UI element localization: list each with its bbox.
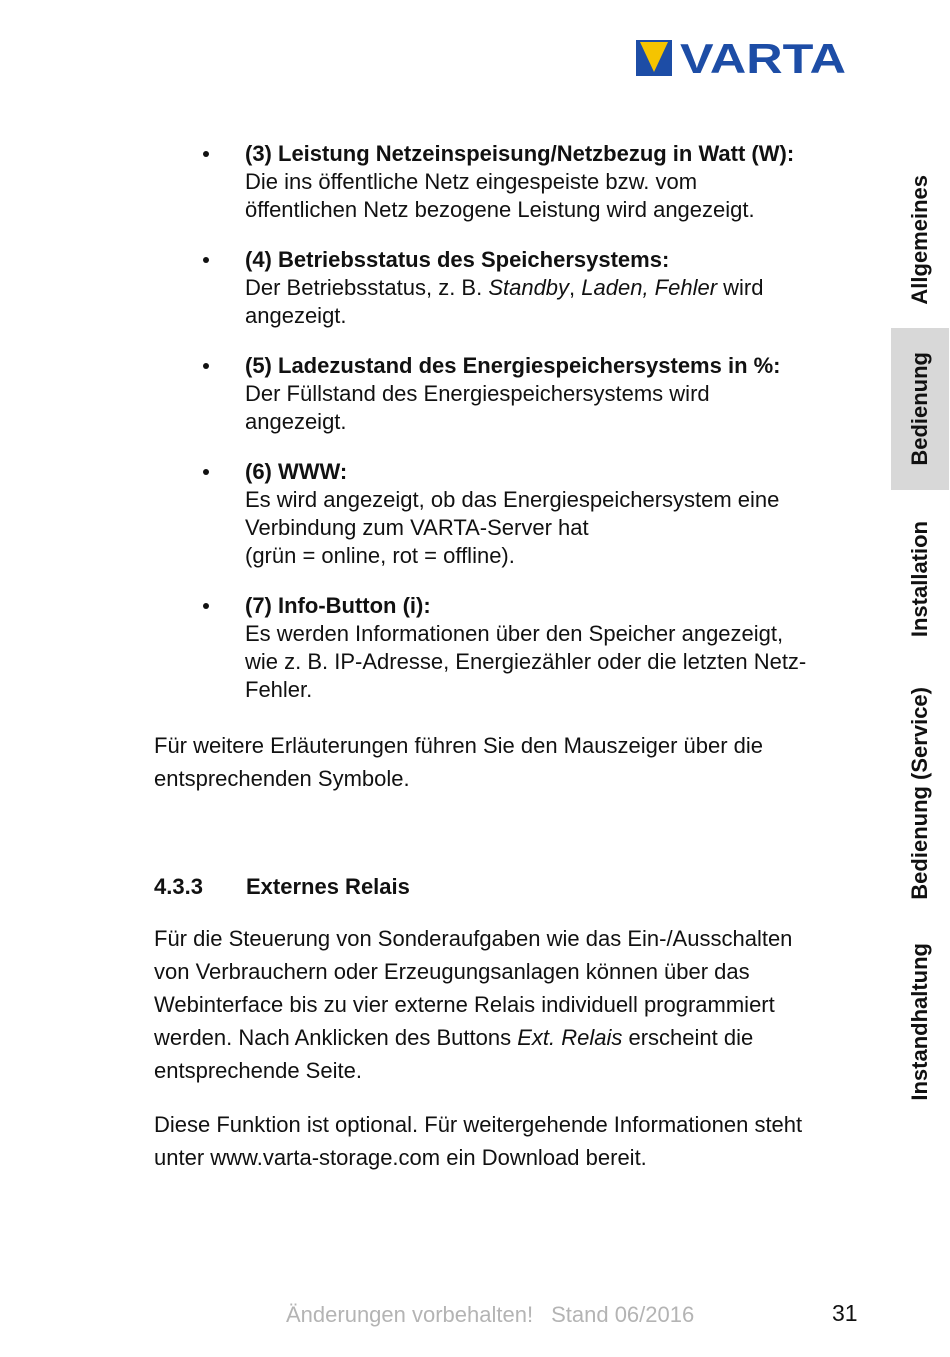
bullet-item bbox=[154, 140, 854, 224]
text-run: werden. Nach Anklicken des Buttons bbox=[154, 1025, 518, 1050]
logo-text: VARTA bbox=[680, 40, 846, 76]
bullet-item bbox=[154, 352, 854, 436]
bullet-text-line: Die ins öffentliche Netz eingespeiste bzw. vom bbox=[245, 169, 698, 194]
paragraph-line: Für weitere Erläuterungen führen Sie den Mauszeiger über die bbox=[154, 733, 764, 758]
bullet-item bbox=[154, 592, 854, 704]
status-example-standby: Standby bbox=[488, 275, 570, 300]
bullet-text-line: Es werden Informationen über den Speicher angezeigt, bbox=[245, 621, 784, 646]
bullet-text-line: Es wird angezeigt, ob das Energiespeichersystem eine bbox=[245, 487, 780, 512]
bullet-dot-icon bbox=[203, 151, 209, 157]
side-tab-label: Instandhaltung bbox=[907, 943, 932, 1101]
side-tab-bedienung[interactable] bbox=[891, 328, 949, 490]
section-number: 4.3.3 bbox=[154, 874, 203, 899]
bullet-text-line: (grün = online, rot = offline). bbox=[245, 543, 515, 568]
bullet-title: (6) WWW: bbox=[245, 459, 348, 484]
bullet-dot-icon bbox=[203, 257, 209, 263]
bullet-text-line: öffentlichen Netz bezogene Leistung wird angezeigt. bbox=[245, 197, 755, 222]
bullet-item bbox=[154, 458, 854, 570]
side-tab-instandhaltung[interactable] bbox=[891, 922, 949, 1122]
bullet-item bbox=[154, 246, 854, 330]
bullet-text-line: wie z. B. IP-Adresse, Energiezähler oder die letzten Netz- bbox=[245, 649, 807, 674]
paragraph-line: unter www.varta-storage.com ein Download bereit. bbox=[154, 1145, 647, 1170]
bullet-text-line: Verbindung zum VARTA-Server hat bbox=[245, 515, 589, 540]
footer-disclaimer: Änderungen vorbehalten! bbox=[286, 1302, 534, 1327]
footer-stand: Stand 06/2016 bbox=[551, 1302, 695, 1327]
bullet-text-line: angezeigt. bbox=[245, 409, 347, 434]
side-tab-bedienung-service[interactable] bbox=[891, 664, 949, 922]
bullet-text-line bbox=[245, 274, 854, 302]
footer-note bbox=[286, 1302, 694, 1328]
bullet-text-line: angezeigt. bbox=[245, 303, 347, 328]
bullet-title: (7) Info-Button (i): bbox=[245, 593, 431, 618]
section-heading bbox=[154, 872, 410, 902]
side-tab-label: Allgemeines bbox=[907, 175, 932, 305]
paragraph-line: von Verbrauchern oder Erzeugungsanlagen können über das bbox=[154, 959, 750, 984]
paragraph-line: Diese Funktion ist optional. Für weitergehende Informationen steht bbox=[154, 1112, 803, 1137]
optional-paragraph bbox=[154, 1108, 844, 1174]
text-run: Der Betriebsstatus, z. B. bbox=[245, 275, 489, 300]
button-name-ext-relais: Ext. Relais bbox=[517, 1025, 623, 1050]
info-bullet-list bbox=[154, 140, 854, 726]
side-tab-label: Bedienung (Service) bbox=[907, 686, 932, 900]
paragraph-line: Webinterface bis zu vier externe Relais individuell programmiert bbox=[154, 992, 775, 1017]
bullet-dot-icon bbox=[203, 469, 209, 475]
relais-paragraph bbox=[154, 922, 844, 1087]
side-tab-installation[interactable] bbox=[891, 500, 949, 658]
bullet-title: (5) Ladezustand des Energiespeichersystems in %: bbox=[245, 353, 781, 378]
paragraph-line: entsprechenden Symbole. bbox=[154, 766, 410, 791]
bullet-dot-icon bbox=[203, 363, 209, 369]
paragraph-line: Für die Steuerung von Sonderaufgaben wie das Ein-/Ausschalten bbox=[154, 926, 793, 951]
bullet-dot-icon bbox=[203, 603, 209, 609]
section-title: Externes Relais bbox=[246, 874, 410, 899]
bullet-text-line: Der Füllstand des Energiespeichersystems wird bbox=[245, 381, 710, 406]
bullet-title: (3) Leistung Netzeinspeisung/Netzbezug in Watt (W): bbox=[245, 141, 795, 166]
varta-logo-graphic bbox=[636, 40, 848, 76]
status-example-laden-fehler: Laden, Fehler bbox=[581, 275, 718, 300]
hint-paragraph bbox=[154, 729, 844, 795]
side-tab-label: Bedienung bbox=[907, 352, 932, 466]
bullet-text-line: Fehler. bbox=[245, 677, 313, 702]
varta-logo bbox=[636, 40, 848, 76]
text-run: erscheint die bbox=[622, 1025, 754, 1050]
text-run: wird bbox=[717, 275, 764, 300]
bullet-title: (4) Betriebsstatus des Speichersystems: bbox=[245, 247, 670, 272]
paragraph-line: entsprechende Seite. bbox=[154, 1058, 362, 1083]
side-tab-allgemeines[interactable] bbox=[891, 150, 949, 330]
text-run: , bbox=[569, 275, 582, 300]
side-tab-label: Installation bbox=[907, 520, 932, 638]
page-number: 31 bbox=[832, 1300, 858, 1326]
